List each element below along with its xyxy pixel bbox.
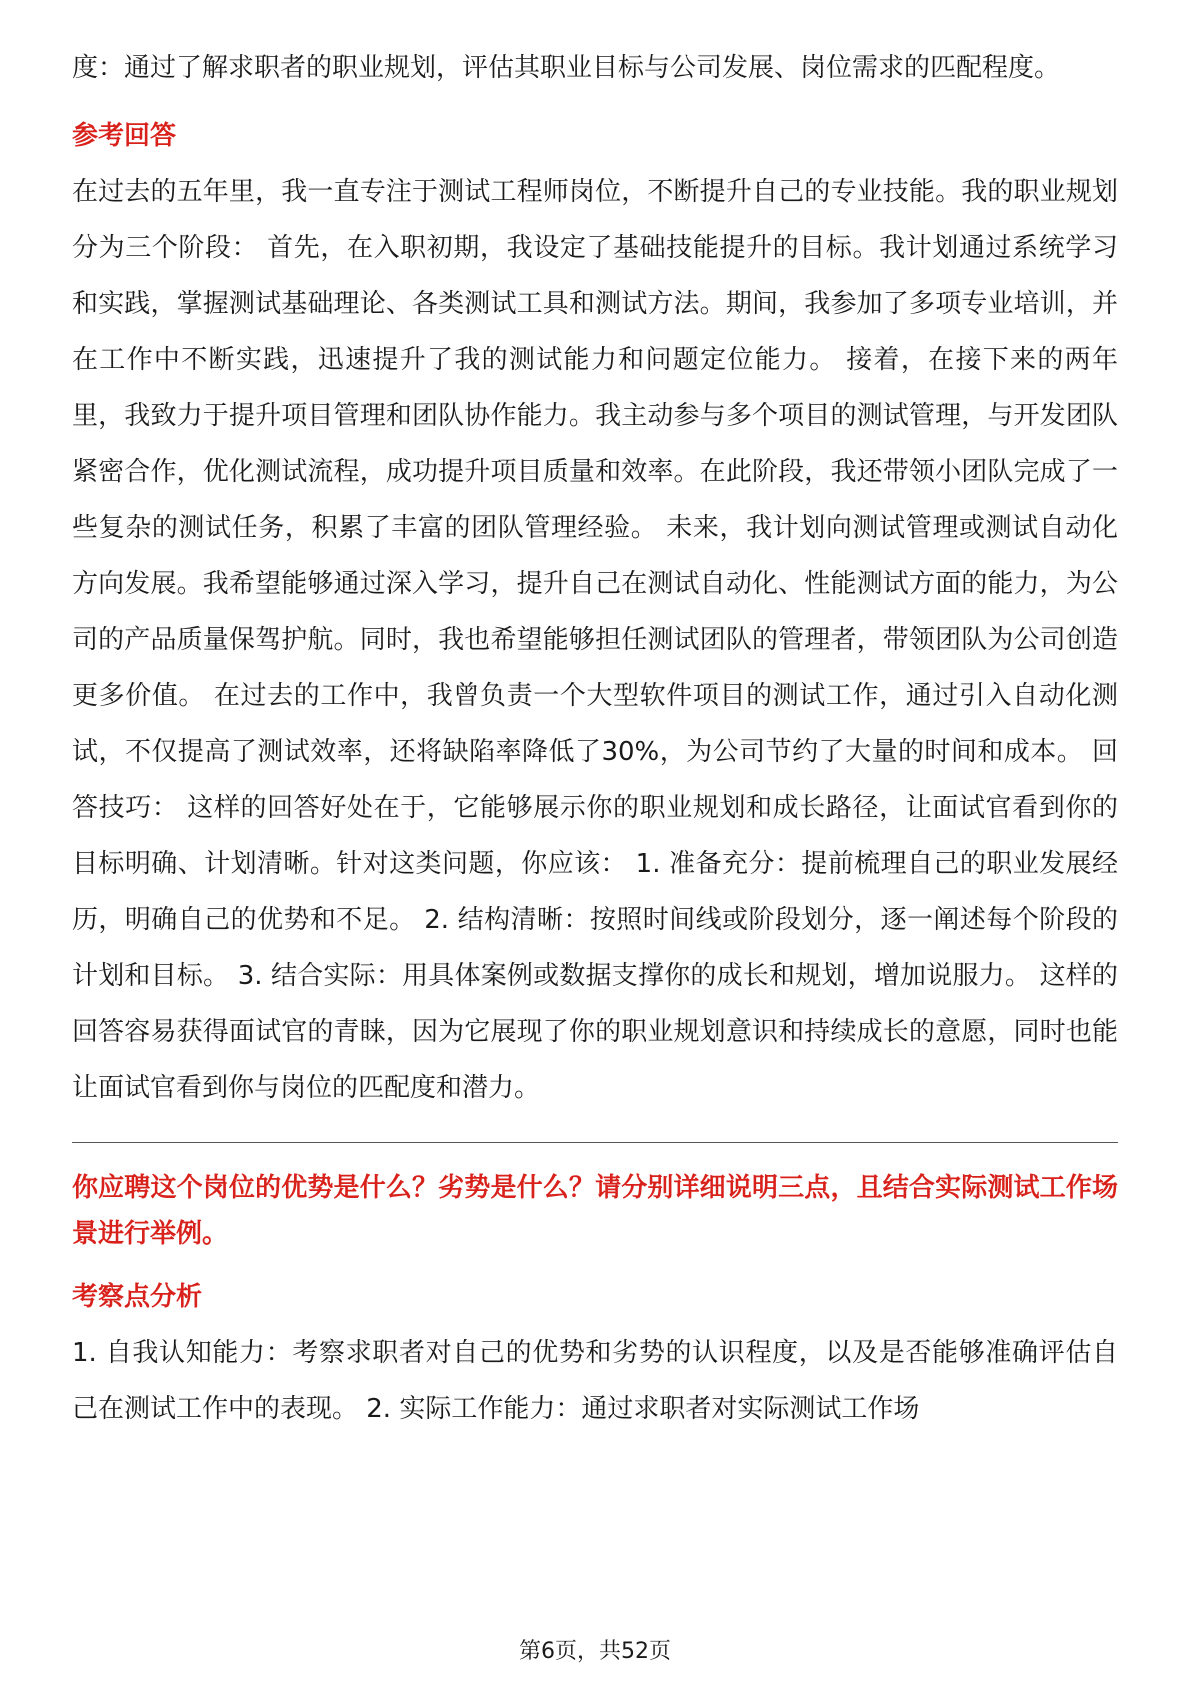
section-divider xyxy=(72,1142,1118,1143)
next-question: 你应聘这个岗位的优势是什么？劣势是什么？请分别详细说明三点，且结合实际测试工作场景进行举例。 xyxy=(72,1173,1118,1249)
analysis-heading: 考察点分析 xyxy=(72,1282,203,1312)
answer-heading: 参考回答 xyxy=(72,121,177,151)
page-footer: 第6页，共52页 xyxy=(519,1639,671,1664)
analysis-text: 1. 自我认知能力：考察求职者对自己的优势和劣势的认识程度，以及是否能够准确评估自己在测试工作中的表现。 2. 实际工作能力：通过求职者对实际测试工作场 xyxy=(72,1338,1118,1424)
intro-continuation: 度：通过了解求职者的职业规划，评估其职业目标与公司发展、岗位需求的匹配程度。 xyxy=(72,53,1061,83)
answer-text: 在过去的五年里，我一直专注于测试工程师岗位，不断提升自己的专业技能。我的职业规划分为三个阶段： 首先，在入职初期，我设定了基础技能提升的目标。我计划通过系统学习和实践，掌握测试基础理论、各类测试工具和测试方法。期间，我参加了多项专业培训，并在工作中不断实践，迅速提升了我的测试能力和问题定位能力。 接着，在接下来的两年里，我致力于提升项目管理和团队协作能力。我主动参与多个项目的测试管理，与开发团队紧密合作，优化测试流程，成功提升项目质量和效率。在此阶段，我还带领小团队完成了一些复杂的测试任务，积累了丰富的团队管理经验。 未来，我计划向测试管理或测试自动化方向发展。我希望能够通过深入学习，提升自己在测试自动化、性能测试方面的能力，为公司的产品质量保驾护航。同时，我也希望能够担任测试团队的管理者，带领团队为公司创造更多价值。 在过去的工作中，我曾负责一个大型软件项目的测试工作，通过引入自动化测试，不仅提高了测试效率，还将缺陷率降低了30%，为公司节约了大量的时间和成本。 回答技巧： 这样的回答好处在于，它能够展示你的职业规划和成长路径，让面试官看到你的目标明确、计划清晰。针对这类问题，你应该： 1. 准备充分：提前梳理自己的职业发展经历，明确自己的优势和不足。 2. 结构清晰：按照时间线或阶段划分，逐一阐述每个阶段的计划和目标。 3. 结合实际：用具体案例或数据支撑你的成长和规划，增加说服力。 这样的回答容易获得面试官的青睐，因为它展现了你的职业规划意识和持续成长的意愿，同时也能让面试官看到你与岗位的匹配度和潜力。 xyxy=(72,177,1118,1103)
document-page xyxy=(72,40,1118,1437)
